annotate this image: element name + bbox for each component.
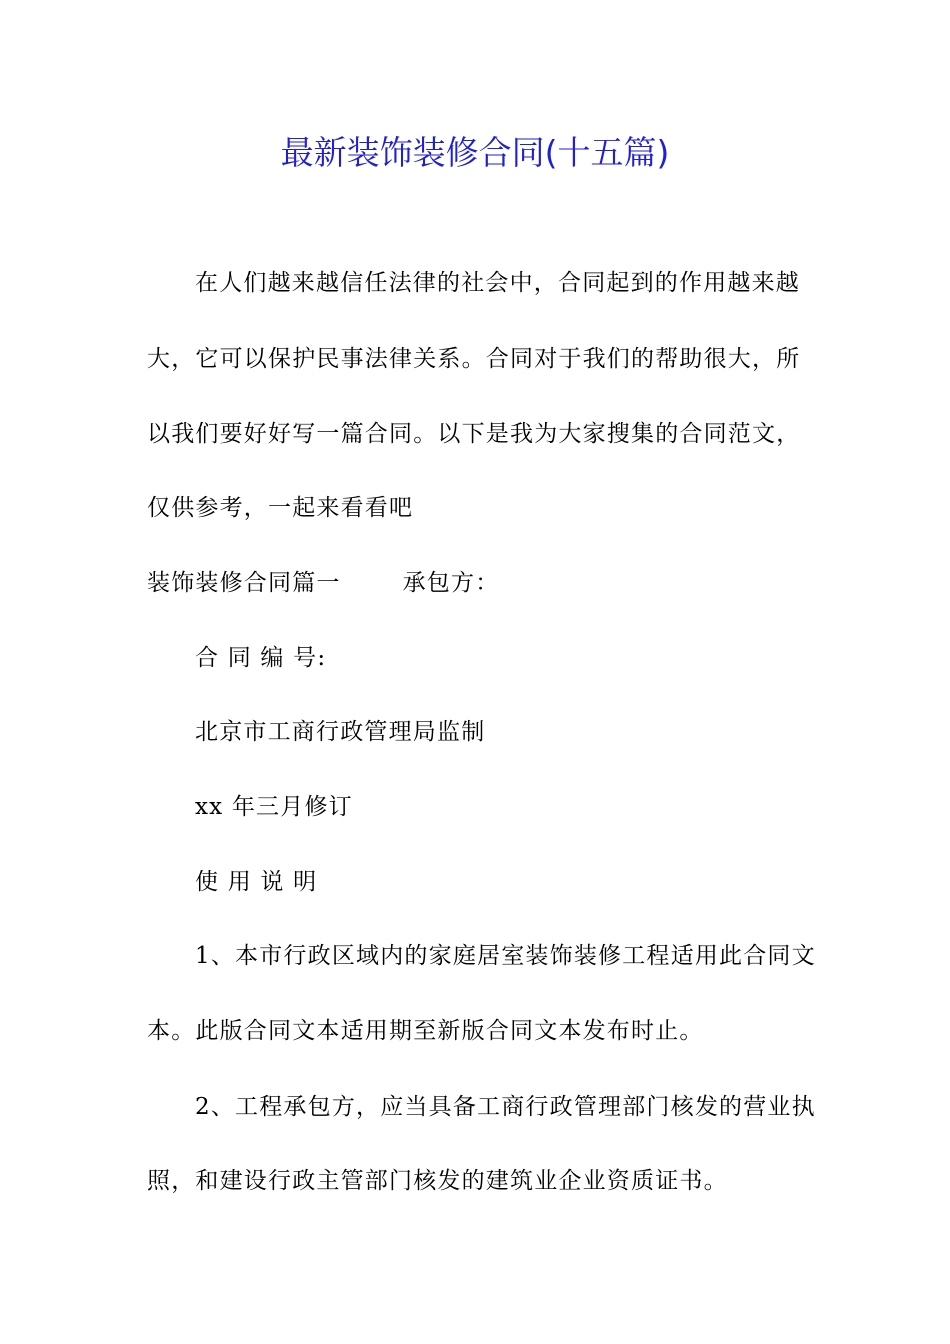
item2-line-2: 照，和建设行政主管部门核发的建筑业企业资质证书。 bbox=[147, 1168, 728, 1194]
document-title: 最新装饰装修合同(十五篇) bbox=[280, 133, 670, 172]
contract-number-label: 合 同 编 号: bbox=[195, 645, 327, 671]
contractor-label: 承包方： bbox=[402, 570, 500, 596]
intro-line-4: 仅供参考，一起来看看吧 bbox=[147, 495, 414, 521]
usage-heading: 使 用 说 明 bbox=[195, 869, 318, 895]
intro-line-1: 在人们越来越信任法律的社会中，合同起到的作用越来越 bbox=[195, 270, 800, 296]
intro-line-2: 大，它可以保护民事法律关系。合同对于我们的帮助很大，所 bbox=[147, 346, 801, 372]
item1-line-2: 本。此版合同文本适用期至新版合同文本发布时止。 bbox=[147, 1018, 704, 1044]
section-heading-row bbox=[147, 568, 499, 598]
item2-line-1: 2、工程承包方，应当具备工商行政管理部门核发的营业执 bbox=[195, 1094, 816, 1120]
supervisor-line: 北京市工商行政管理局监制 bbox=[195, 719, 486, 745]
revision-line: xx 年三月修订 bbox=[195, 794, 353, 820]
intro-line-3: 以我们要好好写一篇合同。以下是我为大家搜集的合同范文， bbox=[147, 421, 801, 447]
section-heading: 装饰装修合同篇一 bbox=[147, 570, 341, 596]
item1-line-1: 1、本市行政区域内的家庭居室装饰装修工程适用此合同文 bbox=[195, 943, 816, 969]
